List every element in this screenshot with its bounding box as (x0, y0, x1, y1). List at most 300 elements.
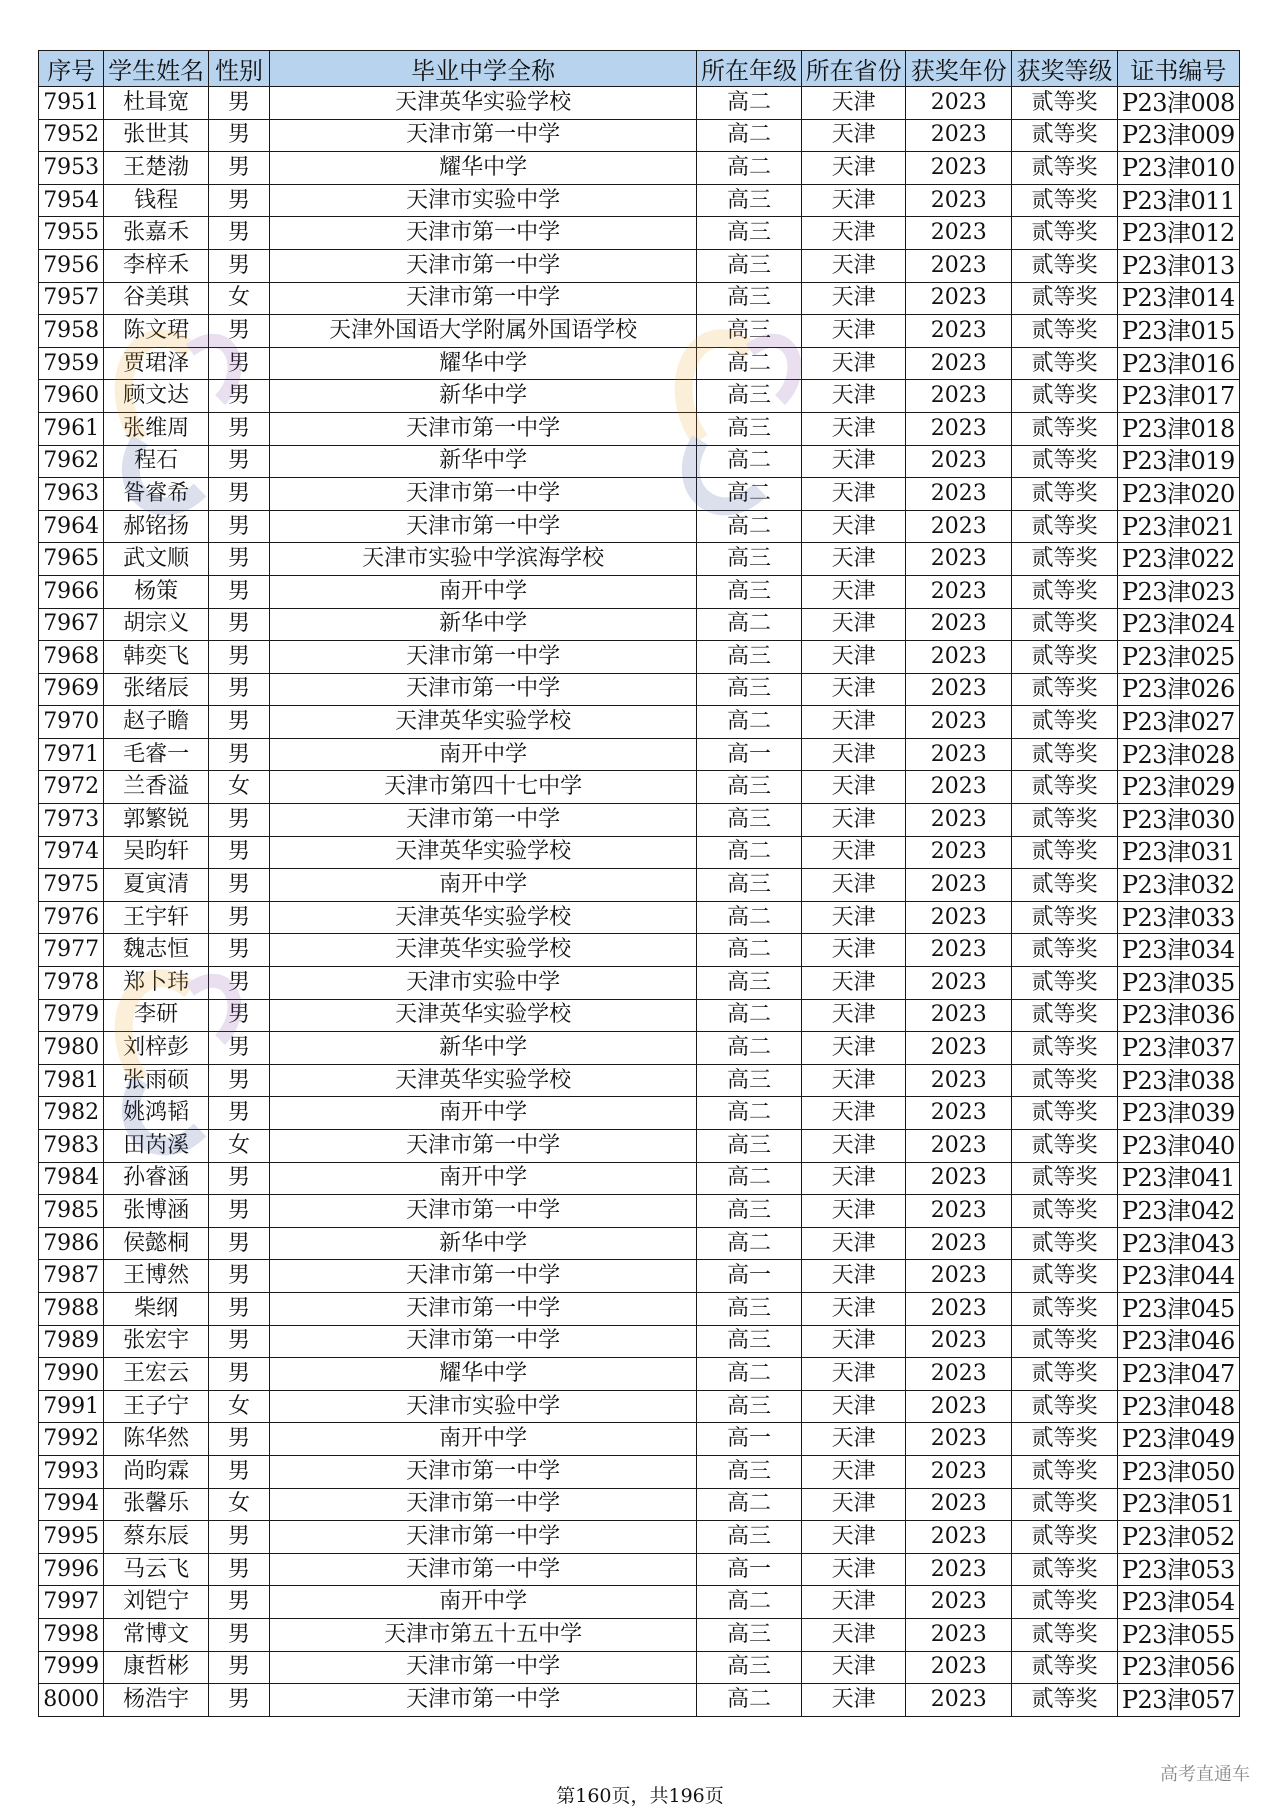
name-cell: 郑卜玮 (104, 967, 209, 1000)
gender-cell: 男 (208, 1553, 269, 1586)
school-cell: 南开中学 (270, 1423, 697, 1456)
gender-cell: 男 (208, 1651, 269, 1684)
grade-cell: 高二 (697, 347, 802, 380)
grade-cell: 高三 (697, 1130, 802, 1163)
serial-cell: 7980 (39, 1032, 104, 1065)
school-cell: 天津英华实验学校 (270, 1064, 697, 1097)
table-row (39, 119, 1240, 152)
award-level-cell: 贰等奖 (1012, 1586, 1118, 1619)
certificate-cell: P23津052 (1117, 1521, 1239, 1554)
gender-cell: 男 (208, 119, 269, 152)
award-level-cell: 贰等奖 (1012, 119, 1118, 152)
grade-cell: 高三 (697, 282, 802, 315)
certificate-cell: P23津054 (1117, 1586, 1239, 1619)
gender-cell: 男 (208, 738, 269, 771)
school-cell: 天津市第一中学 (270, 249, 697, 282)
serial-cell: 7986 (39, 1227, 104, 1260)
certificate-cell: P23津025 (1117, 641, 1239, 674)
year-cell: 2023 (906, 1651, 1012, 1684)
province-cell: 天津 (801, 1455, 906, 1488)
certificate-cell: P23津045 (1117, 1292, 1239, 1325)
year-cell: 2023 (906, 510, 1012, 543)
gender-cell: 女 (208, 771, 269, 804)
province-cell: 天津 (801, 1227, 906, 1260)
serial-cell: 7998 (39, 1618, 104, 1651)
province-cell: 天津 (801, 999, 906, 1032)
gender-cell: 男 (208, 478, 269, 511)
award-level-cell: 贰等奖 (1012, 1488, 1118, 1521)
school-cell: 南开中学 (270, 738, 697, 771)
serial-cell: 7999 (39, 1651, 104, 1684)
year-cell: 2023 (906, 934, 1012, 967)
gender-cell: 男 (208, 673, 269, 706)
table-row (39, 1260, 1240, 1293)
grade-cell: 高二 (697, 119, 802, 152)
table-row (39, 706, 1240, 739)
award-level-cell: 贰等奖 (1012, 184, 1118, 217)
award-level-cell: 贰等奖 (1012, 1423, 1118, 1456)
name-cell: 侯懿桐 (104, 1227, 209, 1260)
award-level-cell: 贰等奖 (1012, 87, 1118, 120)
province-cell: 天津 (801, 1521, 906, 1554)
serial-cell: 7969 (39, 673, 104, 706)
province-cell: 天津 (801, 184, 906, 217)
award-level-cell: 贰等奖 (1012, 999, 1118, 1032)
table-row (39, 1325, 1240, 1358)
table-body (39, 87, 1240, 1717)
table-row (39, 1553, 1240, 1586)
serial-cell: 7955 (39, 217, 104, 250)
name-cell: 刘梓彭 (104, 1032, 209, 1065)
province-cell: 天津 (801, 87, 906, 120)
table-row (39, 1651, 1240, 1684)
award-level-cell: 贰等奖 (1012, 1455, 1118, 1488)
name-cell: 张维周 (104, 412, 209, 445)
gender-cell: 男 (208, 575, 269, 608)
province-cell: 天津 (801, 1162, 906, 1195)
name-cell: 钱程 (104, 184, 209, 217)
year-cell: 2023 (906, 1064, 1012, 1097)
table-row (39, 347, 1240, 380)
name-cell: 韩奕飞 (104, 641, 209, 674)
certificate-cell: P23津036 (1117, 999, 1239, 1032)
school-cell: 天津市第一中学 (270, 282, 697, 315)
certificate-cell: P23津042 (1117, 1195, 1239, 1228)
year-cell: 2023 (906, 445, 1012, 478)
table-row (39, 478, 1240, 511)
name-cell: 王博然 (104, 1260, 209, 1293)
award-level-cell: 贰等奖 (1012, 217, 1118, 250)
gender-cell: 男 (208, 184, 269, 217)
certificate-cell: P23津008 (1117, 87, 1239, 120)
school-cell: 新华中学 (270, 1032, 697, 1065)
certificate-cell: P23津051 (1117, 1488, 1239, 1521)
award-level-cell: 贰等奖 (1012, 510, 1118, 543)
gender-cell: 男 (208, 1097, 269, 1130)
table-row (39, 869, 1240, 902)
serial-cell: 7989 (39, 1325, 104, 1358)
serial-cell: 7974 (39, 836, 104, 869)
award-level-cell: 贰等奖 (1012, 706, 1118, 739)
grade-cell: 高二 (697, 510, 802, 543)
award-level-cell: 贰等奖 (1012, 249, 1118, 282)
grade-cell: 高三 (697, 771, 802, 804)
name-cell: 刘铠宁 (104, 1586, 209, 1619)
serial-cell: 7970 (39, 706, 104, 739)
gender-cell: 男 (208, 1684, 269, 1717)
grade-cell: 高三 (697, 967, 802, 1000)
certificate-cell: P23津047 (1117, 1358, 1239, 1391)
serial-cell: 7987 (39, 1260, 104, 1293)
school-cell: 天津市实验中学 (270, 1390, 697, 1423)
school-cell: 天津市第一中学 (270, 1651, 697, 1684)
year-cell: 2023 (906, 999, 1012, 1032)
year-cell: 2023 (906, 152, 1012, 185)
award-level-cell: 贰等奖 (1012, 282, 1118, 315)
school-cell: 天津市第四十七中学 (270, 771, 697, 804)
serial-cell: 7973 (39, 804, 104, 837)
gender-cell: 男 (208, 1064, 269, 1097)
grade-cell: 高二 (697, 999, 802, 1032)
grade-cell: 高二 (697, 1162, 802, 1195)
school-cell: 天津市第一中学 (270, 1325, 697, 1358)
certificate-cell: P23津048 (1117, 1390, 1239, 1423)
name-cell: 郭繁锐 (104, 804, 209, 837)
gender-cell: 男 (208, 445, 269, 478)
province-cell: 天津 (801, 771, 906, 804)
table-row (39, 1423, 1240, 1456)
school-cell: 天津英华实验学校 (270, 934, 697, 967)
serial-cell: 7954 (39, 184, 104, 217)
table-row (39, 1618, 1240, 1651)
table-row (39, 738, 1240, 771)
award-table (38, 50, 1240, 1717)
serial-cell: 7976 (39, 901, 104, 934)
gender-cell: 男 (208, 836, 269, 869)
column-header: 获奖等级 (1012, 51, 1118, 87)
year-cell: 2023 (906, 1162, 1012, 1195)
certificate-cell: P23津046 (1117, 1325, 1239, 1358)
table-row (39, 673, 1240, 706)
grade-cell: 高二 (697, 608, 802, 641)
award-level-cell: 贰等奖 (1012, 934, 1118, 967)
table-row (39, 217, 1240, 250)
province-cell: 天津 (801, 1130, 906, 1163)
grade-cell: 高一 (697, 1553, 802, 1586)
name-cell: 王子宁 (104, 1390, 209, 1423)
name-cell: 张馨乐 (104, 1488, 209, 1521)
award-level-cell: 贰等奖 (1012, 1390, 1118, 1423)
year-cell: 2023 (906, 249, 1012, 282)
name-cell: 程石 (104, 445, 209, 478)
serial-cell: 7983 (39, 1130, 104, 1163)
year-cell: 2023 (906, 608, 1012, 641)
name-cell: 杨策 (104, 575, 209, 608)
province-cell: 天津 (801, 380, 906, 413)
school-cell: 南开中学 (270, 575, 697, 608)
year-cell: 2023 (906, 1684, 1012, 1717)
award-level-cell: 贰等奖 (1012, 1162, 1118, 1195)
school-cell: 耀华中学 (270, 152, 697, 185)
grade-cell: 高三 (697, 1521, 802, 1554)
school-cell: 天津市第一中学 (270, 804, 697, 837)
gender-cell: 男 (208, 152, 269, 185)
award-level-cell: 贰等奖 (1012, 901, 1118, 934)
serial-cell: 7985 (39, 1195, 104, 1228)
province-cell: 天津 (801, 934, 906, 967)
school-cell: 南开中学 (270, 869, 697, 902)
column-header: 性别 (208, 51, 269, 87)
school-cell: 南开中学 (270, 1162, 697, 1195)
name-cell: 王楚渤 (104, 152, 209, 185)
award-level-cell: 贰等奖 (1012, 641, 1118, 674)
name-cell: 杨浩宇 (104, 1684, 209, 1717)
serial-cell: 7951 (39, 87, 104, 120)
year-cell: 2023 (906, 1553, 1012, 1586)
certificate-cell: P23津041 (1117, 1162, 1239, 1195)
gender-cell: 男 (208, 412, 269, 445)
name-cell: 常博文 (104, 1618, 209, 1651)
year-cell: 2023 (906, 1455, 1012, 1488)
serial-cell: 7959 (39, 347, 104, 380)
certificate-cell: P23津026 (1117, 673, 1239, 706)
table-row (39, 1227, 1240, 1260)
serial-cell: 7995 (39, 1521, 104, 1554)
name-cell: 李研 (104, 999, 209, 1032)
certificate-cell: P23津033 (1117, 901, 1239, 934)
year-cell: 2023 (906, 217, 1012, 250)
province-cell: 天津 (801, 1586, 906, 1619)
grade-cell: 高三 (697, 1455, 802, 1488)
certificate-cell: P23津044 (1117, 1260, 1239, 1293)
grade-cell: 高三 (697, 1195, 802, 1228)
grade-cell: 高二 (697, 1227, 802, 1260)
year-cell: 2023 (906, 1586, 1012, 1619)
column-header: 学生姓名 (104, 51, 209, 87)
name-cell: 贾珺泽 (104, 347, 209, 380)
award-level-cell: 贰等奖 (1012, 771, 1118, 804)
province-cell: 天津 (801, 1358, 906, 1391)
certificate-cell: P23津039 (1117, 1097, 1239, 1130)
table-row (39, 1455, 1240, 1488)
table-row (39, 1390, 1240, 1423)
serial-cell: 7965 (39, 543, 104, 576)
grade-cell: 高三 (697, 249, 802, 282)
award-level-cell: 贰等奖 (1012, 152, 1118, 185)
certificate-cell: P23津031 (1117, 836, 1239, 869)
name-cell: 姚鸿韬 (104, 1097, 209, 1130)
certificate-cell: P23津013 (1117, 249, 1239, 282)
year-cell: 2023 (906, 1130, 1012, 1163)
serial-cell: 7997 (39, 1586, 104, 1619)
province-cell: 天津 (801, 869, 906, 902)
award-level-cell: 贰等奖 (1012, 1358, 1118, 1391)
award-level-cell: 贰等奖 (1012, 543, 1118, 576)
table-row (39, 804, 1240, 837)
name-cell: 张世其 (104, 119, 209, 152)
gender-cell: 男 (208, 217, 269, 250)
certificate-cell: P23津018 (1117, 412, 1239, 445)
school-cell: 天津市第一中学 (270, 1488, 697, 1521)
province-cell: 天津 (801, 152, 906, 185)
gender-cell: 男 (208, 1618, 269, 1651)
name-cell: 张博涵 (104, 1195, 209, 1228)
certificate-cell: P23津020 (1117, 478, 1239, 511)
year-cell: 2023 (906, 412, 1012, 445)
name-cell: 张嘉禾 (104, 217, 209, 250)
province-cell: 天津 (801, 641, 906, 674)
year-cell: 2023 (906, 967, 1012, 1000)
school-cell: 天津市第一中学 (270, 1292, 697, 1325)
corner-watermark-label: 高考直通车 (1160, 1764, 1250, 1785)
certificate-cell: P23津024 (1117, 608, 1239, 641)
table-row (39, 1358, 1240, 1391)
serial-cell: 7953 (39, 152, 104, 185)
year-cell: 2023 (906, 478, 1012, 511)
grade-cell: 高一 (697, 1260, 802, 1293)
school-cell: 天津市第一中学 (270, 412, 697, 445)
name-cell: 陈华然 (104, 1423, 209, 1456)
serial-cell: 7993 (39, 1455, 104, 1488)
table-row (39, 934, 1240, 967)
gender-cell: 男 (208, 1227, 269, 1260)
province-cell: 天津 (801, 1292, 906, 1325)
award-level-cell: 贰等奖 (1012, 347, 1118, 380)
grade-cell: 高三 (697, 1618, 802, 1651)
award-level-cell: 贰等奖 (1012, 1684, 1118, 1717)
gender-cell: 男 (208, 804, 269, 837)
table-row (39, 575, 1240, 608)
school-cell: 耀华中学 (270, 347, 697, 380)
gender-cell: 男 (208, 1455, 269, 1488)
award-level-cell: 贰等奖 (1012, 967, 1118, 1000)
award-level-cell: 贰等奖 (1012, 380, 1118, 413)
table-row (39, 380, 1240, 413)
school-cell: 天津市第五十五中学 (270, 1618, 697, 1651)
table-row (39, 901, 1240, 934)
school-cell: 天津市第一中学 (270, 1130, 697, 1163)
certificate-cell: P23津055 (1117, 1618, 1239, 1651)
year-cell: 2023 (906, 1390, 1012, 1423)
serial-cell: 8000 (39, 1684, 104, 1717)
grade-cell: 高二 (697, 445, 802, 478)
table-row (39, 967, 1240, 1000)
name-cell: 张雨硕 (104, 1064, 209, 1097)
certificate-cell: P23津009 (1117, 119, 1239, 152)
gender-cell: 男 (208, 706, 269, 739)
school-cell: 天津市第一中学 (270, 1553, 697, 1586)
serial-cell: 7962 (39, 445, 104, 478)
name-cell: 兰香溢 (104, 771, 209, 804)
year-cell: 2023 (906, 119, 1012, 152)
serial-cell: 7961 (39, 412, 104, 445)
province-cell: 天津 (801, 706, 906, 739)
province-cell: 天津 (801, 1260, 906, 1293)
grade-cell: 高三 (697, 1651, 802, 1684)
province-cell: 天津 (801, 510, 906, 543)
certificate-cell: P23津053 (1117, 1553, 1239, 1586)
school-cell: 天津市第一中学 (270, 1684, 697, 1717)
award-level-cell: 贰等奖 (1012, 315, 1118, 348)
serial-cell: 7964 (39, 510, 104, 543)
name-cell: 武文顺 (104, 543, 209, 576)
certificate-cell: P23津040 (1117, 1130, 1239, 1163)
year-cell: 2023 (906, 184, 1012, 217)
province-cell: 天津 (801, 967, 906, 1000)
table-row (39, 1292, 1240, 1325)
gender-cell: 男 (208, 1521, 269, 1554)
serial-cell: 7981 (39, 1064, 104, 1097)
column-header: 所在年级 (697, 51, 802, 87)
school-cell: 天津外国语大学附属外国语学校 (270, 315, 697, 348)
certificate-cell: P23津019 (1117, 445, 1239, 478)
certificate-cell: P23津032 (1117, 869, 1239, 902)
column-header: 获奖年份 (906, 51, 1012, 87)
grade-cell: 高二 (697, 152, 802, 185)
school-cell: 南开中学 (270, 1097, 697, 1130)
school-cell: 天津市第一中学 (270, 119, 697, 152)
award-level-cell: 贰等奖 (1012, 836, 1118, 869)
table-row (39, 999, 1240, 1032)
gender-cell: 男 (208, 543, 269, 576)
year-cell: 2023 (906, 315, 1012, 348)
year-cell: 2023 (906, 1032, 1012, 1065)
gender-cell: 男 (208, 999, 269, 1032)
year-cell: 2023 (906, 1358, 1012, 1391)
column-header: 毕业中学全称 (270, 51, 697, 87)
province-cell: 天津 (801, 1325, 906, 1358)
province-cell: 天津 (801, 673, 906, 706)
gender-cell: 男 (208, 1162, 269, 1195)
school-cell: 新华中学 (270, 1227, 697, 1260)
school-cell: 天津英华实验学校 (270, 706, 697, 739)
school-cell: 天津市第一中学 (270, 1455, 697, 1488)
serial-cell: 7958 (39, 315, 104, 348)
school-cell: 新华中学 (270, 608, 697, 641)
certificate-cell: P23津010 (1117, 152, 1239, 185)
award-level-cell: 贰等奖 (1012, 1260, 1118, 1293)
year-cell: 2023 (906, 1195, 1012, 1228)
certificate-cell: P23津049 (1117, 1423, 1239, 1456)
grade-cell: 高二 (697, 836, 802, 869)
serial-cell: 7984 (39, 1162, 104, 1195)
serial-cell: 7957 (39, 282, 104, 315)
gender-cell: 男 (208, 249, 269, 282)
name-cell: 马云飞 (104, 1553, 209, 1586)
province-cell: 天津 (801, 445, 906, 478)
name-cell: 谷美琪 (104, 282, 209, 315)
school-cell: 天津市第一中学 (270, 1260, 697, 1293)
grade-cell: 高三 (697, 1064, 802, 1097)
certificate-cell: P23津038 (1117, 1064, 1239, 1097)
province-cell: 天津 (801, 1097, 906, 1130)
gender-cell: 男 (208, 1423, 269, 1456)
name-cell: 赵子瞻 (104, 706, 209, 739)
school-cell: 新华中学 (270, 380, 697, 413)
award-level-cell: 贰等奖 (1012, 1097, 1118, 1130)
table-row (39, 1162, 1240, 1195)
year-cell: 2023 (906, 1618, 1012, 1651)
grade-cell: 高二 (697, 901, 802, 934)
certificate-cell: P23津015 (1117, 315, 1239, 348)
gender-cell: 男 (208, 1032, 269, 1065)
certificate-cell: P23津016 (1117, 347, 1239, 380)
name-cell: 胡宗义 (104, 608, 209, 641)
award-level-cell: 贰等奖 (1012, 804, 1118, 837)
school-cell: 天津市第一中学 (270, 217, 697, 250)
province-cell: 天津 (801, 1064, 906, 1097)
grade-cell: 高二 (697, 1684, 802, 1717)
